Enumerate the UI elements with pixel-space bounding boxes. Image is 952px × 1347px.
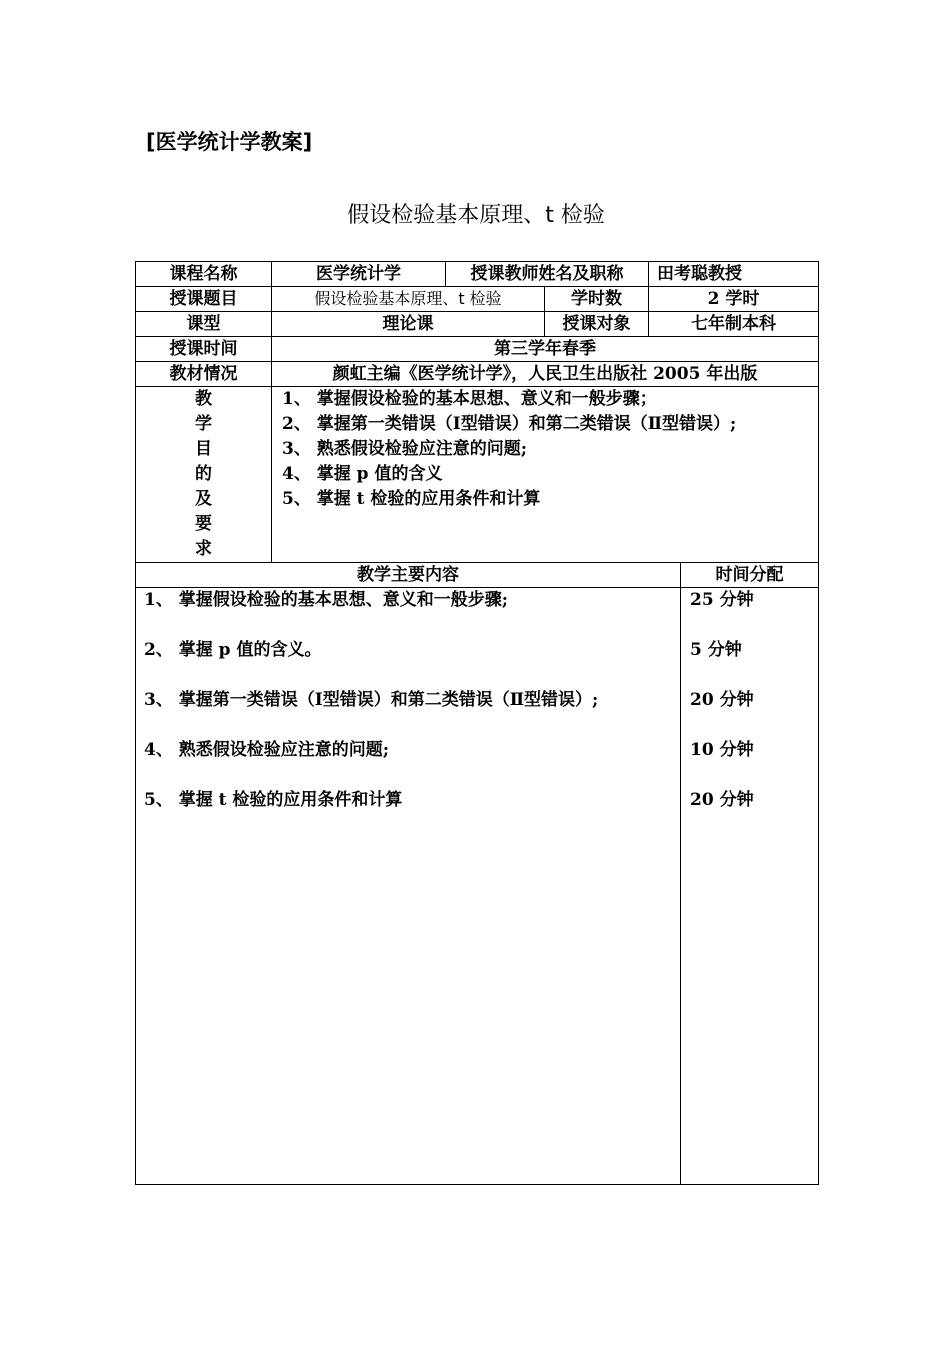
content-header: 教学主要内容 [136,563,681,588]
objectives-label-char: 求 [195,539,212,559]
audience-label: 授课对象 [545,312,649,337]
time-allocation: 10 分钟 [690,740,754,760]
time-allocation: 25 分钟 [690,590,754,610]
time-value: 第三学年春季 [272,337,819,362]
objectives-label [136,387,272,563]
list-item: 3、 掌握第一类错误（Ⅰ型错误）和第二类错误（Ⅱ型错误）; [144,690,599,710]
time-label: 授课时间 [136,337,272,362]
course-name-value: 医学统计学 [272,262,446,287]
list-item: 3、 熟悉假设检验应注意的问题; [282,439,528,459]
table-row [136,287,819,312]
topic-label: 授课题目 [136,287,272,312]
audience-value: 七年制本科 [649,312,819,337]
table-row [136,262,819,287]
hours-label: 学时数 [545,287,649,312]
table-row [136,312,819,337]
list-item: 2、 掌握 p 值的含义。 [144,640,322,660]
hours-value: 2 学时 [649,287,819,312]
objectives-label-char: 及 [195,489,212,509]
time-allocation: 20 分钟 [690,690,754,710]
table-row [136,563,819,588]
textbook-label: 教材情况 [136,362,272,387]
list-item: 2、 掌握第一类错误（Ⅰ型错误）和第二类错误（Ⅱ型错误）; [282,414,737,434]
time-allocation: 20 分钟 [690,790,754,810]
objectives-label-char: 学 [195,414,212,434]
objectives-list [272,387,819,563]
list-item: 1、 掌握假设检验的基本思想、意义和一般步骤; [144,590,509,610]
content-list [136,588,681,1185]
time-allocation: 5 分钟 [690,640,742,660]
time-allocation-header: 时间分配 [681,563,819,588]
document-header: [医学统计学教案] [146,130,313,154]
teacher-value: 田考聪教授 [649,262,819,287]
table-row [136,588,819,1185]
lesson-plan-table [135,261,819,1185]
objectives-label-char: 的 [195,464,212,484]
table-row [136,337,819,362]
topic-value: 假设检验基本原理、t 检验 [272,287,545,312]
textbook-value: 颜虹主编《医学统计学》，人民卫生出版社 2005 年出版 [272,362,819,387]
list-item: 1、 掌握假设检验的基本思想、意义和一般步骤； [282,389,657,409]
table-row [136,362,819,387]
list-item: 4、 熟悉假设检验应注意的问题; [144,740,390,760]
type-value: 理论课 [272,312,545,337]
list-item: 5、 掌握 t 检验的应用条件和计算 [282,489,541,509]
objectives-label-char: 目 [195,439,212,459]
list-item: 4、 掌握 p 值的含义 [282,464,443,484]
objectives-label-char: 要 [195,514,212,534]
type-label: 课型 [136,312,272,337]
page-title: 假设检验基本原理、t 检验 [347,203,605,228]
course-name-label: 课程名称 [136,262,272,287]
objectives-label-char: 教 [195,389,212,409]
table-row [136,387,819,563]
time-allocation-list [681,588,819,1185]
teacher-label: 授课教师姓名及职称 [446,262,649,287]
list-item: 5、 掌握 t 检验的应用条件和计算 [144,790,403,810]
